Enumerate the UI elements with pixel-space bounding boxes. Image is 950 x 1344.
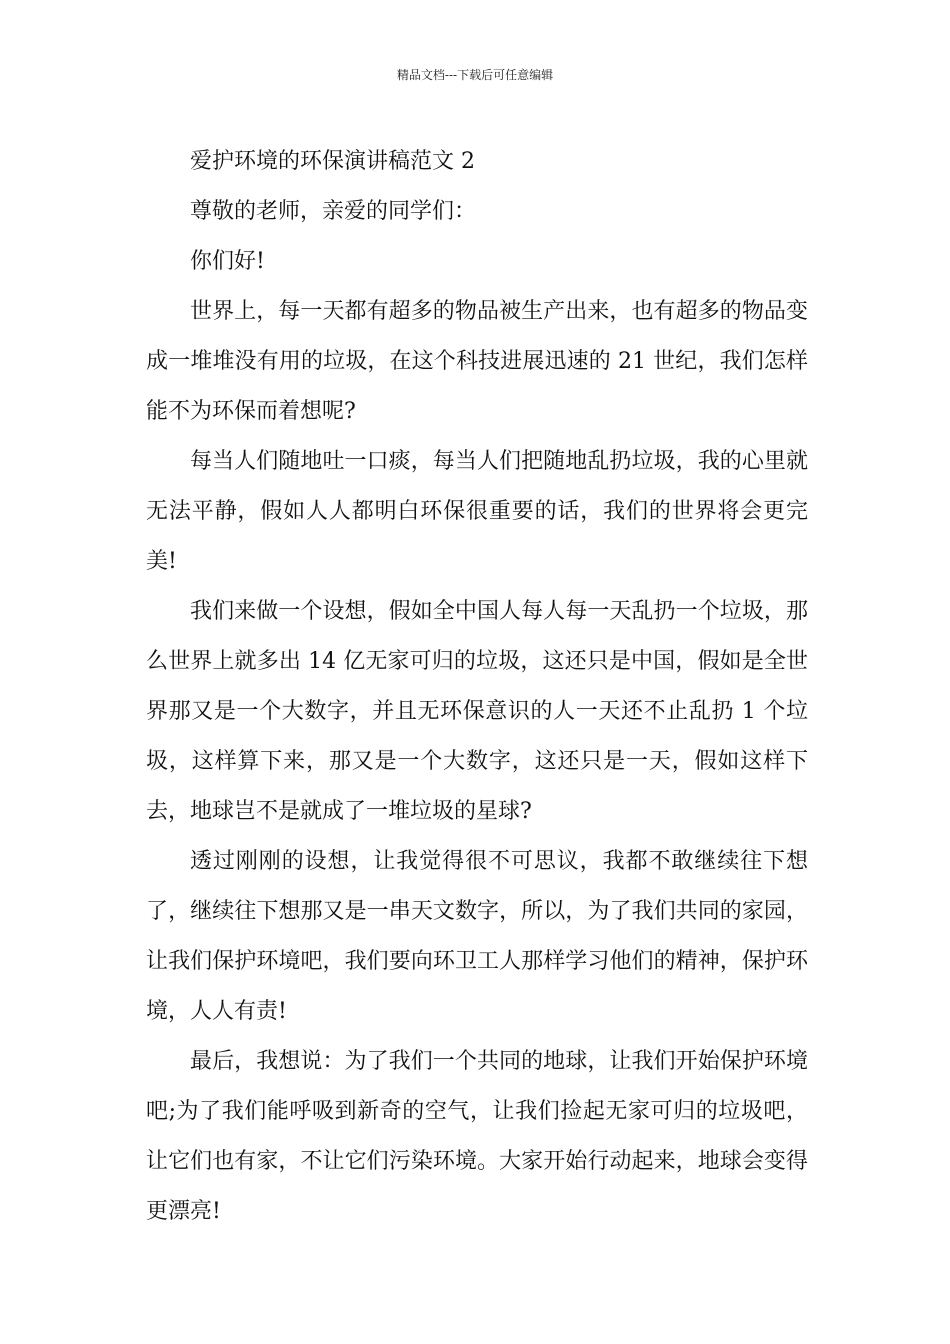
greeting: 你们好! — [190, 249, 265, 274]
salutation: 尊敬的老师，亲爱的同学们： — [190, 199, 477, 224]
paragraph-3: 我们来做一个设想，假如全中国人每人每一天乱扔一个垃圾，那么世界上就多出 14 亿无家可归的垃圾，这还只是中国，假如是全世界那又是一个大数字，并且无环保意识的人一天还不止乱扔 1 个垃圾，这样算下来，那又是一个大数字，这还只是一天，假如这样下去，地球岂不是就成了一堆垃圾的星球? — [146, 599, 808, 824]
page-header: 精品文档---下载后可任意编辑 — [396, 68, 554, 82]
paragraph-5: 最后，我想说：为了我们一个共同的地球，让我们开始保护环境吧;为了我们能呼吸到新奇的空气，让我们捡起无家可归的垃圾吧，让它们也有家，不让它们污染环境。大家开始行动起来，地球会变得更漂亮! — [146, 1049, 808, 1224]
document-body — [146, 137, 808, 1237]
document-title: 爱护环境的环保演讲稿范文 2 — [190, 149, 475, 174]
paragraph-4: 透过刚刚的设想，让我觉得很不可思议，我都不敢继续往下想了，继续往下想那又是一串天文数字，所以，为了我们共同的家园，让我们保护环境吧，我们要向环卫工人那样学习他们的精神，保护环境，人人有责! — [146, 849, 808, 1024]
paragraph-1: 世界上，每一天都有超多的物品被生产出来，也有超多的物品变成一堆堆没有用的垃圾，在这个科技进展迅速的 21 世纪，我们怎样能不为环保而着想呢? — [146, 299, 808, 424]
paragraph-2: 每当人们随地吐一口痰，每当人们把随地乱扔垃圾，我的心里就无法平静，假如人人都明白环保很重要的话，我们的世界将会更完美! — [146, 449, 808, 574]
